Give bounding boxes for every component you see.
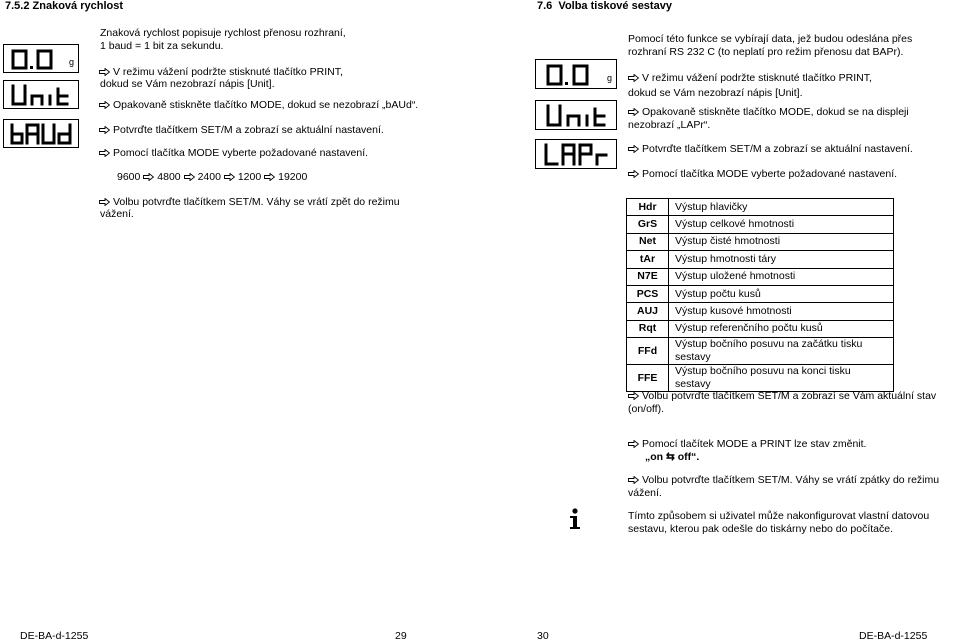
right-step-2-text: Opakovaně stiskněte tlačítko MODE, dokud se na displeji [642, 106, 909, 118]
table-code-cell: Hdr [627, 199, 669, 216]
table-code-cell: FFE [627, 365, 669, 392]
right-section-heading [537, 0, 672, 13]
left-step-1-text: V režimu vážení podržte stisknuté tlačítko PRINT, [113, 66, 343, 78]
table-row [627, 216, 894, 233]
left-intro-line-1: Znaková rychlost popisuje rychlost přenosu rozhraní, [100, 27, 346, 39]
table-row [627, 303, 894, 320]
right-step-2-line-1 [628, 106, 909, 119]
table-row [627, 268, 894, 285]
table-code-cell: tAr [627, 251, 669, 268]
arrow-icon [99, 68, 110, 76]
arrow-icon [628, 170, 639, 178]
info-note-line-1: Tímto způsobem si uživatel může nakonfigurovat vlastní datovou [628, 510, 930, 522]
arrow-icon [99, 101, 110, 109]
lcd-display-baud [3, 119, 79, 148]
on-off-toggle-text: „on ⇆ off“. [645, 451, 700, 463]
lcd-unit-label: g [68, 57, 74, 67]
left-step-4 [99, 147, 368, 160]
lcd-digits-unit [536, 101, 618, 131]
right-step-7-line-2: vážení. [628, 487, 662, 499]
arrow-icon [628, 145, 639, 153]
left-section-heading: 7.5.2 Znaková rychlost [5, 0, 123, 12]
left-intro-line-2: 1 baud = 1 bit za sekundu. [100, 40, 224, 52]
right-step-1-line-2: dokud se Vám nezobrazí nápis [Unit]. [628, 87, 803, 99]
table-desc-cell: Výstup čisté hmotnosti [669, 233, 894, 250]
table-code-cell: FFd [627, 338, 669, 365]
table-row [627, 233, 894, 250]
right-step-7-text: Volbu potvrďte tlačítkem SET/M. Váhy se vrátí zpátky do režimu [642, 474, 940, 486]
arrow-icon [628, 392, 639, 400]
right-step-6-text: Pomocí tlačítek MODE a PRINT lze stav změnit. [642, 438, 867, 450]
footer-left-page-number: 29 [395, 630, 407, 642]
arrow-icon [628, 108, 639, 116]
lcd-digits-lapr [536, 140, 618, 170]
right-step-5-line-2: (on/off). [628, 403, 664, 415]
table-row [627, 199, 894, 216]
baud-value: 4800 [157, 171, 181, 183]
lcd-display-weight-right [535, 59, 617, 89]
arrow-icon [264, 173, 275, 181]
arrow-icon [224, 173, 235, 181]
lcd-display-lapr [535, 139, 617, 169]
right-step-4-text: Pomocí tlačítka MODE vyberte požadované nastavení. [642, 168, 898, 180]
baud-value: 1200 [237, 171, 262, 183]
left-step-1-line-2: dokud se Vám nezobrazí nápis [Unit]. [100, 78, 275, 90]
info-icon [567, 508, 583, 530]
arrow-icon [143, 173, 154, 181]
right-section-title: Volba tiskové sestavy [558, 0, 672, 12]
footer-right-page-number: 30 [537, 630, 549, 642]
lcd-digits-baud [4, 120, 80, 149]
left-step-2 [99, 99, 418, 112]
right-step-7-line-1 [628, 474, 939, 487]
right-step-5-line-1 [628, 390, 936, 403]
table-desc-cell: Výstup bočního posuvu na konci tisku sestavy [669, 365, 894, 392]
right-intro-line-2: rozhraní RS 232 C (to neplatí pro režim přenosu dat BAPr). [628, 46, 904, 58]
right-step-6 [628, 438, 866, 451]
arrow-icon [99, 149, 110, 157]
lcd-display-unit [3, 80, 79, 109]
table-code-cell: Rqt [627, 320, 669, 337]
baud-value: 2400 [197, 171, 221, 183]
table-row [627, 338, 894, 365]
arrow-icon [99, 198, 110, 206]
arrow-icon [628, 74, 639, 82]
table-desc-cell: Výstup kusové hmotnosti [669, 303, 894, 320]
right-step-3-text: Potvrďte tlačítkem SET/M a zobrazí se aktuální nastavení. [642, 143, 913, 155]
arrow-icon [99, 126, 110, 134]
info-note-line-2: sestavu, kterou pak odešle do tiskárny nebo do počítače. [628, 523, 893, 535]
table-code-cell: GrS [627, 216, 669, 233]
baud-value: 19200 [278, 171, 308, 183]
arrow-icon [628, 476, 639, 484]
table-row [627, 251, 894, 268]
lcd-digits-unit [4, 81, 80, 110]
right-step-1-text: V režimu vážení podržte stisknuté tlačítko PRINT, [642, 72, 872, 84]
arrow-icon [184, 173, 195, 181]
left-step-5-line-2: vážení. [100, 208, 134, 220]
right-step-4 [628, 168, 897, 181]
table-desc-cell: Výstup celkové hmotnosti [669, 216, 894, 233]
right-step-3 [628, 143, 913, 156]
lcd-digits-00 [536, 60, 618, 90]
table-desc-cell: Výstup bočního posuvu na začátku tisku sestavy [669, 338, 894, 365]
table-code-cell: Net [627, 233, 669, 250]
table-row [627, 320, 894, 337]
left-step-3 [99, 124, 384, 137]
table-row [627, 365, 894, 392]
left-step-5-text: Volbu potvrďte tlačítkem SET/M. Váhy se vrátí zpět do režimu [113, 196, 400, 208]
baud-value: 9600 [117, 171, 141, 183]
table-code-cell: AUJ [627, 303, 669, 320]
left-step-5-line-1 [99, 196, 400, 209]
table-desc-cell: Výstup uložené hmotnosti [669, 268, 894, 285]
table-code-cell: PCS [627, 285, 669, 302]
left-step-4-text: Pomocí tlačítka MODE vyberte požadované nastavení. [113, 147, 369, 159]
lcd-display-weight [3, 44, 79, 73]
table-desc-cell: Výstup počtu kusů [669, 285, 894, 302]
right-intro-line-1: Pomocí této funkce se vybírají data, jež budou odeslána přes [628, 33, 913, 45]
print-report-table [626, 198, 894, 392]
right-step-5-text: Volbu potvrďte tlačítkem SET/M a zobrazí se Vám aktuální stav [642, 390, 937, 402]
footer-left-doc-id: DE-BA-d-1255 [20, 630, 89, 642]
table-desc-cell: Výstup hlavičky [669, 199, 894, 216]
arrow-icon [628, 440, 639, 448]
baud-rate-sequence [117, 171, 307, 184]
right-step-1-line-1 [628, 72, 872, 85]
right-step-2-line-2: nezobrazí „LAPr“. [628, 119, 711, 131]
right-section-number: 7.6 [537, 0, 553, 12]
table-row [627, 285, 894, 302]
table-desc-cell: Výstup hmotnosti táry [669, 251, 894, 268]
lcd-unit-label: g [606, 73, 612, 83]
table-desc-cell: Výstup referenčního počtu kusů [669, 320, 894, 337]
left-step-2-text: Opakovaně stiskněte tlačítko MODE, dokud se nezobrazí „bAUd“. [113, 99, 419, 111]
left-step-3-text: Potvrďte tlačítkem SET/M a zobrazí se aktuální nastavení. [113, 124, 384, 136]
footer-right-doc-id: DE-BA-d-1255 [859, 630, 928, 642]
lcd-display-unit-right [535, 100, 617, 130]
table-code-cell: N7E [627, 268, 669, 285]
